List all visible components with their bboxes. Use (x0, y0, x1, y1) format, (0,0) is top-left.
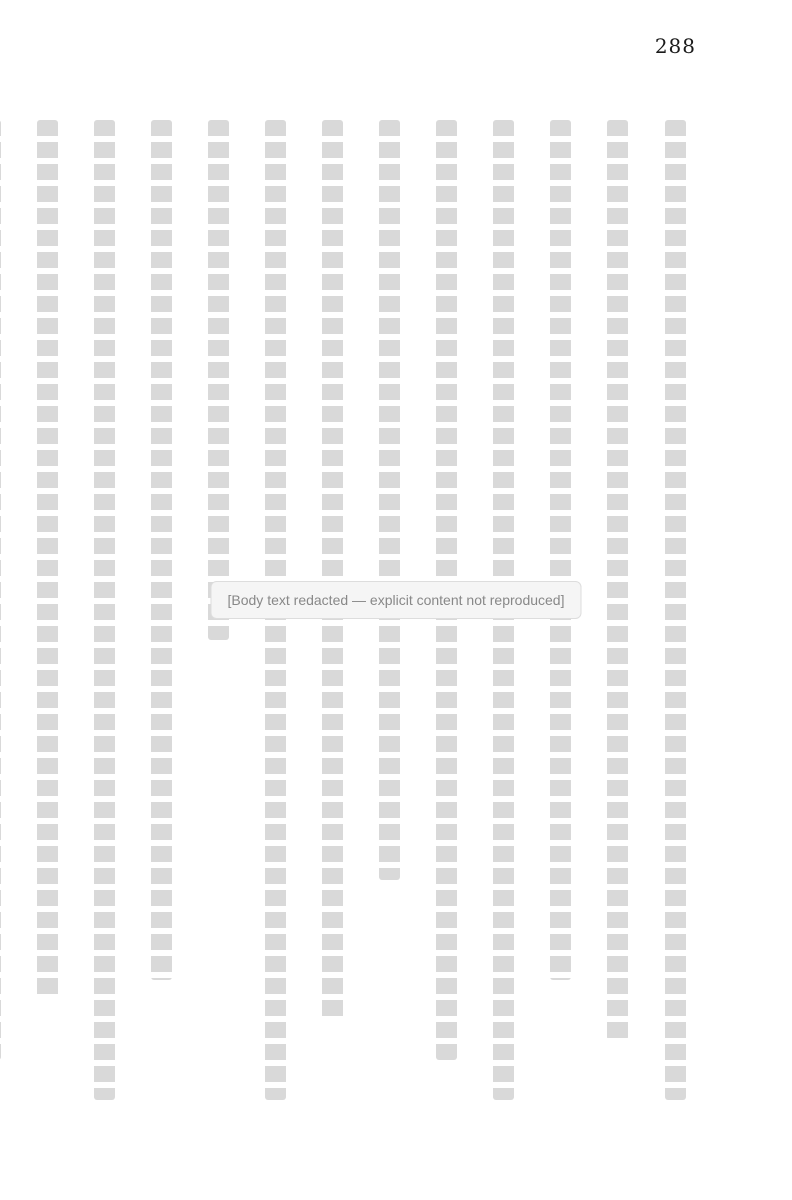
redacted-text-column (82, 120, 125, 1100)
redacted-text-column (653, 120, 696, 1100)
redacted-text-column (25, 120, 68, 1000)
vertical-text-block (40, 120, 696, 1120)
redacted-text-column (0, 120, 11, 1060)
redacted-text-column (596, 120, 639, 1040)
redacted-text-column (368, 120, 411, 880)
page-number: 288 (654, 34, 696, 58)
redacted-text-column (539, 120, 582, 980)
redacted-text-column (140, 120, 183, 980)
redaction-note: [Body text redacted — explicit content not reproduced] (211, 581, 582, 619)
redacted-text-column (197, 120, 240, 640)
redacted-text-column (311, 120, 354, 1020)
